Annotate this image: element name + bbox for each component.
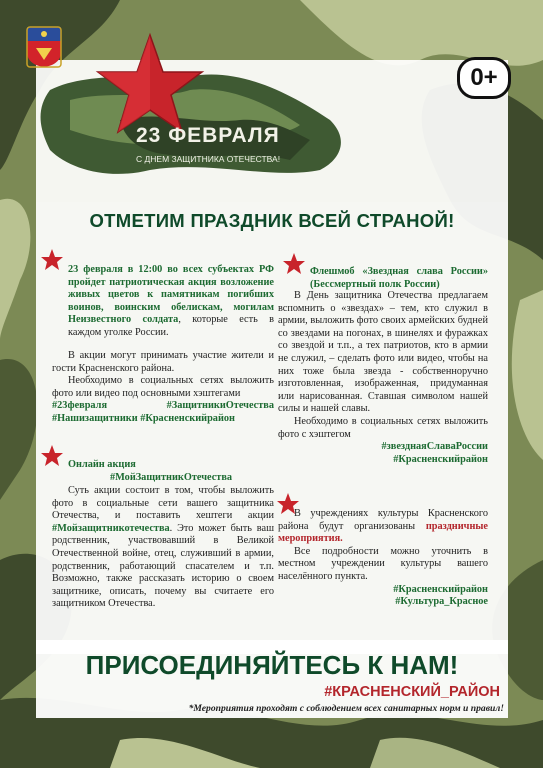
page-headline: ОТМЕТИМ ПРАЗДНИК ВСЕЙ СТРАНОЙ! [89, 210, 455, 231]
red-star-icon [40, 444, 64, 468]
coat-of-arms-icon [26, 26, 62, 68]
holiday-date-title: 23 ФЕВРАЛЯ [136, 124, 280, 147]
section-flashmob-title [310, 266, 488, 291]
age-rating-badge: 0+ [457, 57, 511, 99]
sanitary-note: *Мероприятия проходят с соблюдением всех санитарных норм и правил! [188, 703, 504, 714]
flashmob-tag1: #звезднаяСлаваРоссии [381, 441, 488, 453]
culture-tag1: #Красненскийрайон [393, 583, 488, 595]
section-flower-p2: В акции могут принимать участие жители и гости Красненского района. [52, 350, 274, 374]
section-flower-tags: #23февраля #ЗащитникиОтечества #Нашизащитники #Красненскийрайон [52, 400, 274, 424]
online-action-text-a: Суть акции состоит в том, чтобы выложить фото в социальные сети вашего защитника Отечества, и поставить хештеги акции [52, 485, 274, 522]
section-flower-lead-tail: , которые есть в каждом уголке России. [68, 314, 274, 338]
culture-p2: Все подробности можно уточнить в местном учреждении культуры вашего населённого пункта. [278, 545, 488, 582]
online-action-tag: #Мойзащитникотечества [52, 522, 170, 534]
flashmob-title: Флешмоб «Звездная слава России» (Бессмертный полк России) [310, 266, 488, 290]
section-flower-action [68, 264, 274, 340]
section-flower-body [52, 350, 274, 426]
flashmob-p2: Необходимо в социальных сетях выложить фото с хэштегом [278, 415, 488, 440]
section-flower-lead: 23 февраля в 12:00 во всех субъектах РФ пройдет патриотическая акция возложение живых цветов к памятникам погибших воинов, воинским обелискам, могилам Неизвестного солдата [68, 264, 274, 326]
online-action-hashtag: #МойЗащитникОтечества [109, 471, 233, 483]
district-hashtag: #КРАСНЕНСКИЙ_РАЙОН [324, 684, 500, 700]
culture-events: праздничные мероприятия. [278, 520, 488, 545]
brush-banner [30, 30, 360, 190]
red-star-icon [40, 248, 64, 272]
flashmob-p1: В День защитника Отечества предлагаем вспомнить о «звездах» – тем, кто служил в армии, выложить фото своих армейских будней со звездами на погонах, в шинелях и фуражках со звездой и т.п., а тех патриотов, кто в армии не служил, – сделать фото или видео, чтобы на них тоже была звезда - собственноручно изготовленная, изображенная, придуманная или нарисованная. Ставшая символом нашей силы и нашей славы. [278, 290, 488, 415]
section-online-title [68, 459, 274, 484]
section-flashmob-body [278, 290, 488, 466]
culture-text-a: В учреждениях культуры Красненского района будут организованы [278, 508, 488, 532]
section-flower-p3: Необходимо в социальных сетях выложить фото или видео под основными хэштегами [52, 375, 274, 399]
section-online-body [52, 485, 274, 611]
holiday-subtitle: С ДНЕМ ЗАЩИТНИКА ОТЕЧЕСТВА! [136, 154, 281, 164]
online-action-title: Онлайн акция [68, 459, 136, 470]
online-action-text-b: . Это может быть ваш родственник, участвовавший в Великой Отечественной войне, отец, служивший в армии, родственник, работающий спасателем и т.п. Возможно, также рассказать историю о своем защитнике, описать, почему вы считаете его защитником Отечества. [52, 522, 274, 610]
red-star-icon [282, 252, 306, 276]
culture-tag2: #Культура_Красное [395, 596, 488, 608]
flashmob-tag2: #Красненскийрайон [393, 453, 488, 465]
section-culture [278, 508, 488, 609]
join-us-heading: ПРИСОЕДИНЯЙТЕСЬ К НАМ! [85, 650, 459, 680]
